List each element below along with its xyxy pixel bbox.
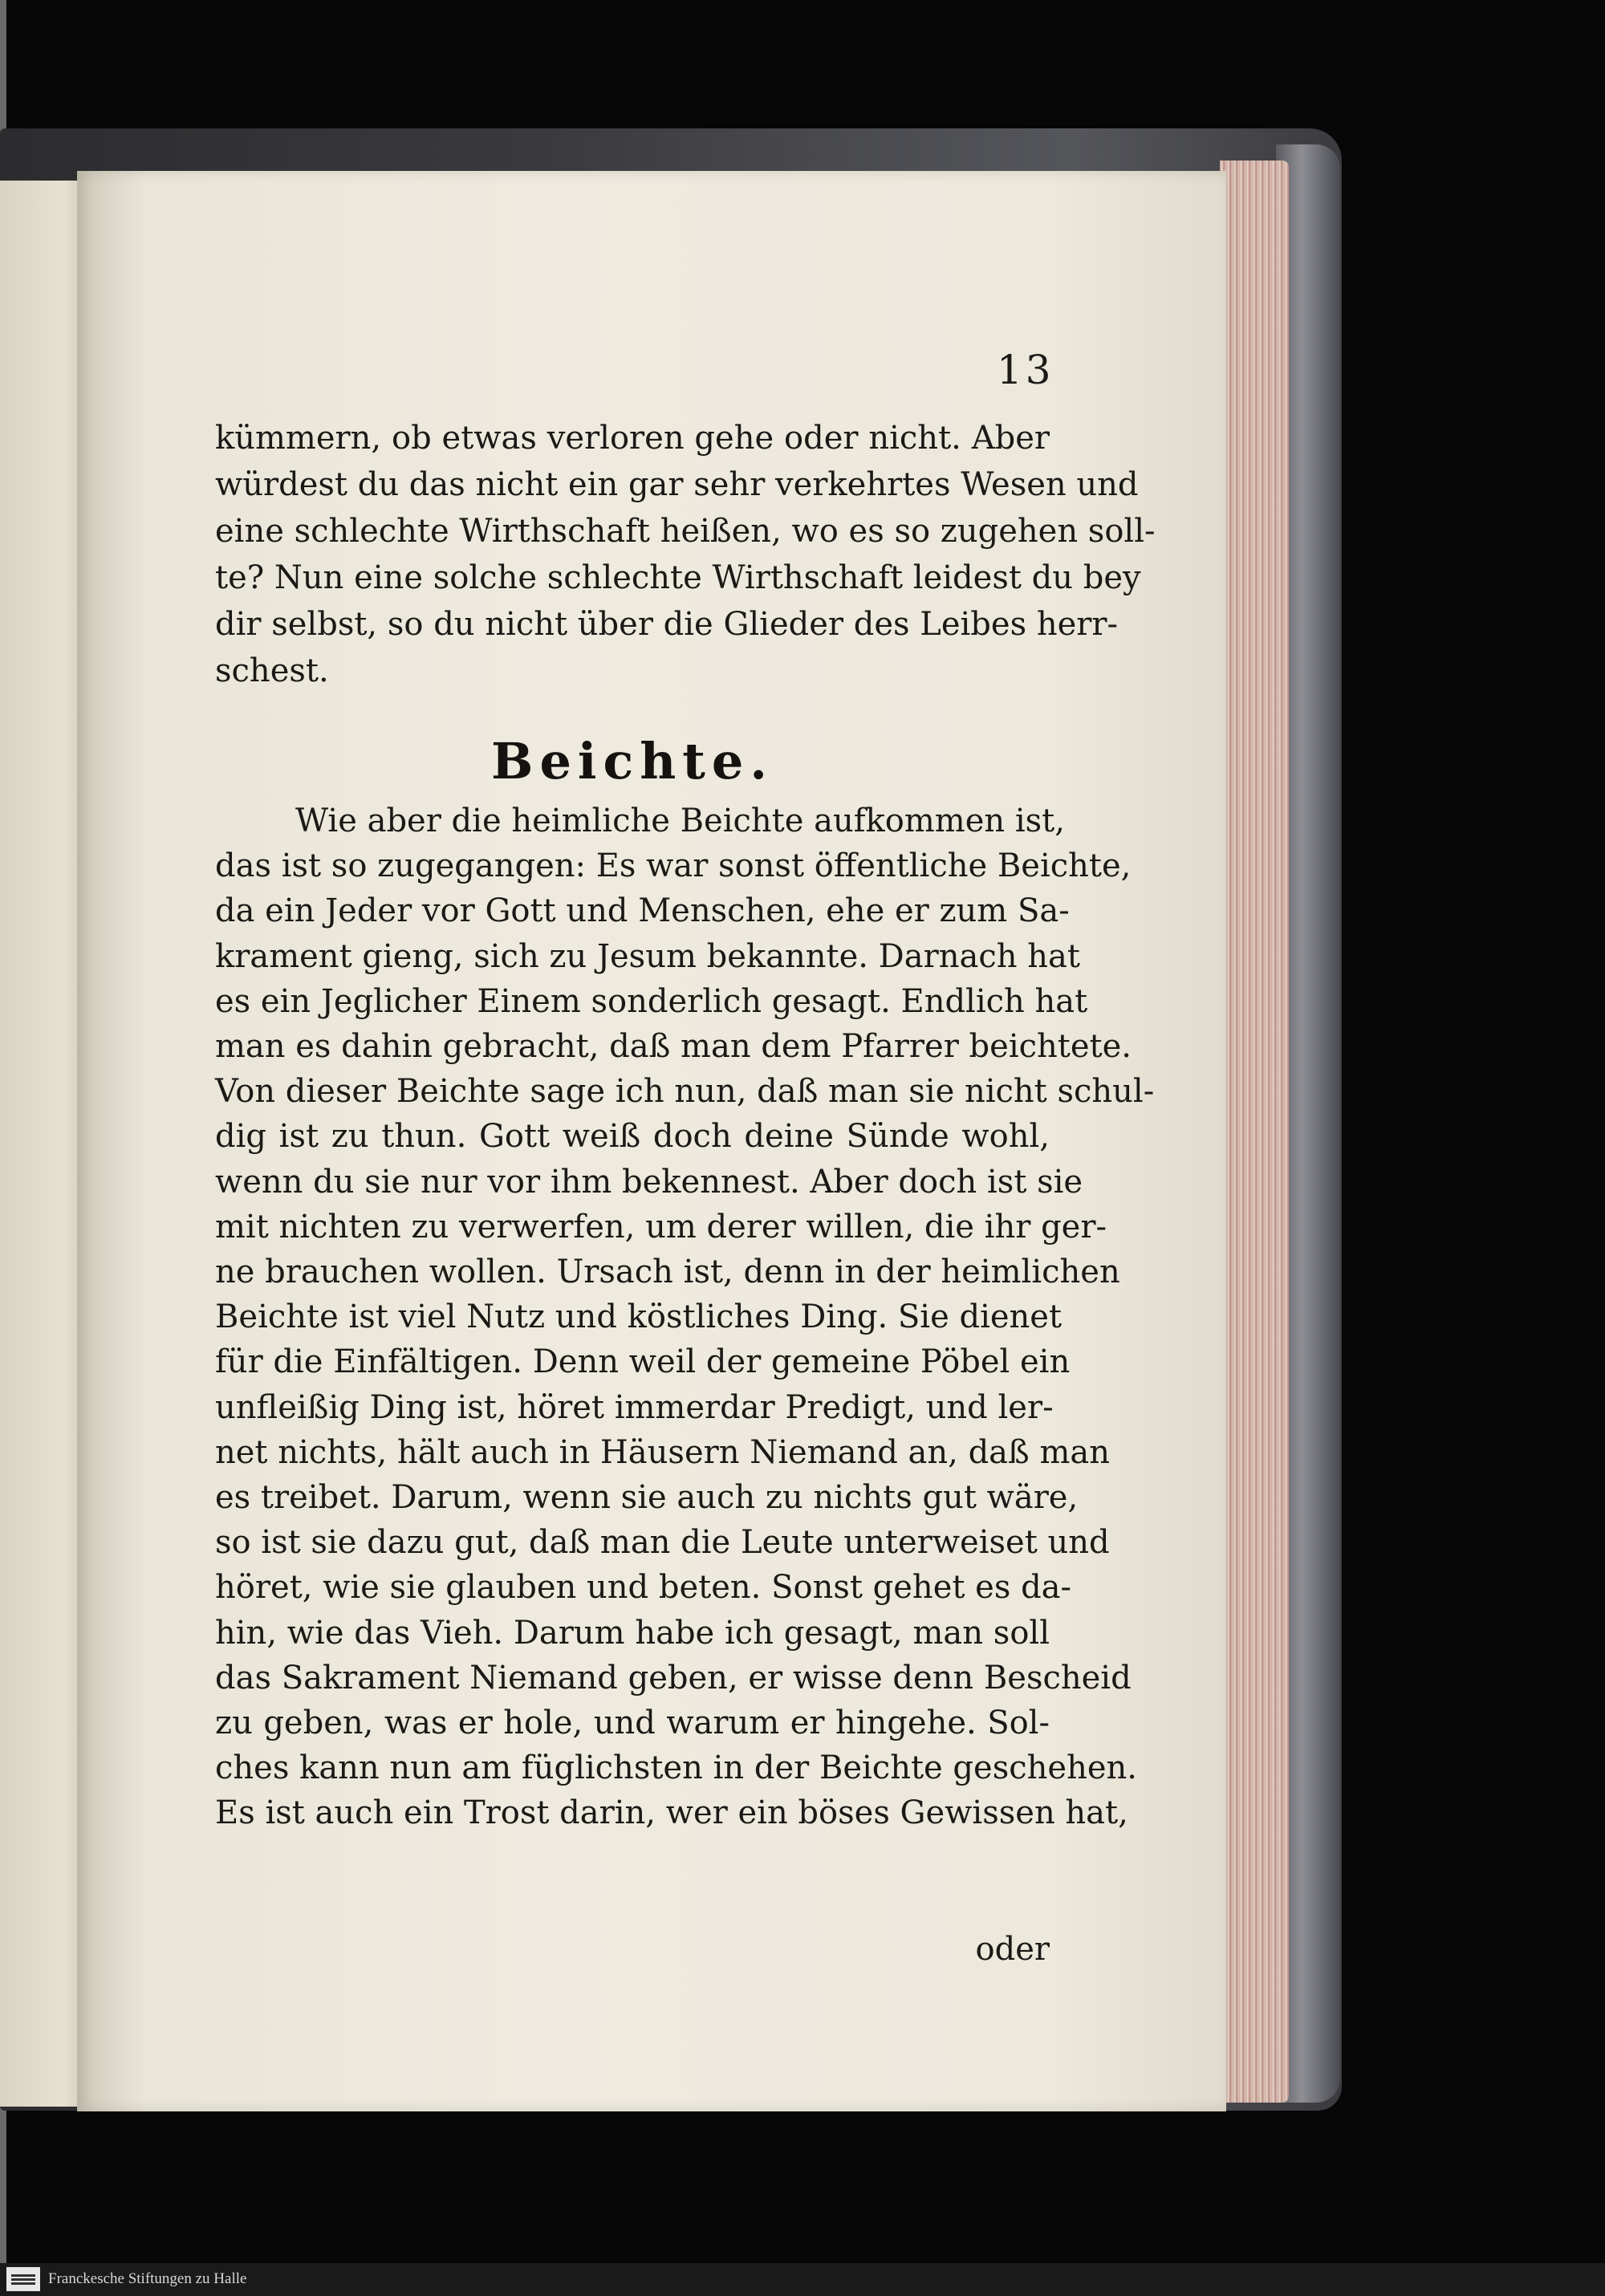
text-line: eine schlechte Wirthschaft heißen, wo es so zugehen soll- [215, 513, 1156, 550]
text-line: man es dahin gebracht, daß man dem Pfarrer beichtete. [215, 1028, 1132, 1065]
text-line: dir selbst, so du nicht über die Glieder des Leibes herr- [215, 606, 1119, 643]
text-line: net nichts, hält auch in Häusern Niemand an, daß man [215, 1433, 1110, 1471]
text-line: höret, wie sie glauben und beten. Sonst gehet es da- [215, 1569, 1072, 1607]
text-line: Wie aber die heimliche Beichte aufkommen ist, [295, 803, 1065, 839]
footer-bar [0, 2263, 1605, 2296]
text-line: ne brauchen wollen. Ursach ist, denn in der heimlichen [215, 1254, 1120, 1290]
text-line: es ein Jeglicher Einem sonderlich gesagt. Endlich hat [215, 982, 1088, 1020]
page-number: 13 [997, 347, 1054, 393]
section-heading: Beichte. [491, 732, 774, 790]
text-line: unfleißig Ding ist, höret immerdar Predigt, und ler- [215, 1388, 1054, 1426]
text-line: Von dieser Beichte sage ich nun, daß man sie nicht schul- [215, 1073, 1155, 1111]
page-stack-edges [1220, 161, 1289, 2103]
text-line: kümmern, ob etwas verloren gehe oder nicht. Aber [215, 420, 1050, 457]
text-line: Beichte ist viel Nutz und köstliches Ding. Sie dienet [215, 1298, 1063, 1336]
text-line: te? Nun eine solche schlechte Wirthschaft leidest du bey [215, 559, 1141, 596]
text-line: würdest du das nicht ein gar sehr verkehrtes Wesen und [215, 466, 1139, 503]
text-line: ches kann nun am füglichsten in der Beichte geschehen. [215, 1749, 1137, 1787]
text-line: mit nichten zu verwerfen, um derer willen, die ihr ger- [215, 1208, 1107, 1246]
institution-logo-icon [6, 2267, 40, 2291]
footer-institution-name: Franckesche Stiftungen zu Halle [48, 2270, 247, 2287]
text-line: für die Einfältigen. Denn weil der gemeine Pöbel ein [215, 1343, 1071, 1381]
text-line: wenn du sie nur vor ihm bekennest. Aber doch ist sie [215, 1163, 1083, 1201]
catchword: oder [975, 1931, 1050, 1968]
text-line: hin, wie das Vieh. Darum habe ich gesagt, man soll [215, 1614, 1050, 1652]
text-line: Es ist auch ein Trost darin, wer ein böses Gewissen hat, [215, 1794, 1128, 1832]
text-line: das ist so zugegangen: Es war sonst öffentliche Beichte, [215, 847, 1132, 885]
text-line: schest. [215, 652, 329, 689]
text-line: krament gieng, sich zu Jesum bekannte. Darnach hat [215, 937, 1080, 975]
text-line: das Sakrament Niemand geben, er wisse denn Bescheid [215, 1659, 1132, 1697]
text-line: da ein Jeder vor Gott und Menschen, ehe er zum Sa- [215, 892, 1070, 930]
text-line: so ist sie dazu gut, daß man die Leute unterweiset und [215, 1524, 1110, 1562]
text-line: zu geben, was er hole, und warum er hingehe. Sol- [215, 1705, 1050, 1741]
text-line: dig ist zu thun. Gott weiß doch deine Sünde wohl, [215, 1118, 1050, 1156]
text-line: es treibet. Darum, wenn sie auch zu nichts gut wäre, [215, 1479, 1079, 1516]
